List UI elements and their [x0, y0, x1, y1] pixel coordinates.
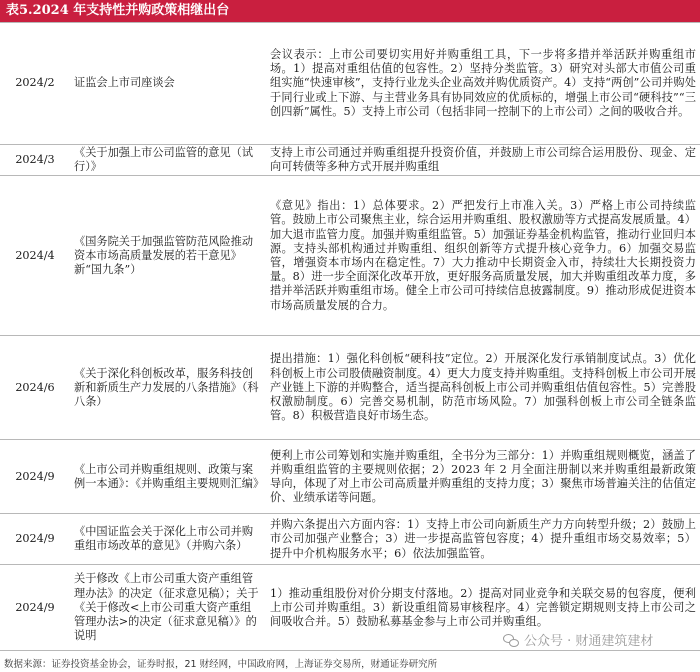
source-note: 数据来源：证券投资基金协会，证券时报，21 财经网，中国政府网，上海证券交易所，财通证券研究所 — [4, 659, 438, 670]
row-content: 《意见》指出：1）总体要求。2）严把发行上市准入关。3）严格上市公司持续监管。鼓励上市公司聚焦主业，综合运用并购重组、股权激励等方式提高发展质量。4）加大退市监管力度。加强并购重组监管。5）加强证券基金机构监管，推动行业回归本源。支持头部机构通过并购重组、组织创新等方式提升核心竞争力。6）加强交易监管，增强资本市场内在稳定性。7）大力推动中长期资金入市，持续壮大长期投资力量。8）进一步全面深化改革开放，更好服务高质量发展，加大并购重组改革力度，多措并举活跃并购重组市场。健全上市公司可持续信息披露制度。9）推动形成促进资本市场高质量发展的合力。 — [266, 176, 700, 336]
row-content: 会议表示：上市公司要切实用好并购重组工具，下一步将多措并举活跃并购重组市场。1）提高对重组估值的包容性。2）坚持分类监管。3）研究对头部大市值公司重组实施“快速审核”，支持行业龙头企业高效并购优质资产。4）支持“两创”公司并购处于同行业或上下游、与主营业务具有协同效应的优质标的，增强上市公司“硬科技”“三创四新”属性。5）支持上市公司（包括非同一控制下的上市公司）之间的吸收合并。 — [266, 23, 700, 145]
table-row — [0, 145, 700, 176]
row-content: 1）推动重组股份对价分期支付落地。2）提高对同业竞争和关联交易的包容度，便利上市公司并购重组。3）新设重组简易审核程序。4）完善锁定期规则支持上市公司之间吸收合并。5）鼓励私募基金参与上市公司并购重组。 — [266, 565, 700, 651]
row-date: 2024/9 — [0, 565, 70, 651]
row-document: 证监会上市司座谈会 — [70, 23, 266, 145]
table-title: 表5.2024 年支持性并购政策相继出台 — [0, 0, 700, 22]
row-date: 2024/3 — [0, 145, 70, 176]
row-document: 《中国证监会关于深化上市公司并购重组市场改革的意见》（并购六条） — [70, 514, 266, 565]
row-document: 《国务院关于加强监管防范风险推动资本市场高质量发展的若干意见》新“国九条”） — [70, 176, 266, 336]
row-document: 《上市公司并购重组规则、政策与案例一本通》：《并购重组主要规则汇编》 — [70, 440, 266, 514]
row-date: 2024/9 — [0, 440, 70, 514]
policy-table — [0, 22, 700, 651]
table-row — [0, 440, 700, 514]
row-content: 并购六条提出六方面内容：1）支持上市公司向新质生产力方向转型升级；2）鼓励上市公司加强产业整合；3）进一步提高监管包容度；4）提升重组市场交易效率；5）提升中介机构服务水平；6）依法加强监管。 — [266, 514, 700, 565]
row-content: 支持上市公司通过并购重组提升投资价值，并鼓励上市公司综合运用股份、现金、定向可转债等多种方式开展并购重组 — [266, 145, 700, 176]
watermark — [503, 630, 653, 649]
row-date: 2024/9 — [0, 514, 70, 565]
row-content: 便利上市公司筹划和实施并购重组，全书分为三部分：1）并购重组规则概览，涵盖了并购重组监管的主要规则依据；2）2023 年 2 月全面注册制以来并购重组最新政策导向，体现了对上市公司高质量并购重组的支持力度；3）聚焦市场普遍关注的估值定价、业绩承诺等问题。 — [266, 440, 700, 514]
row-date: 2024/4 — [0, 176, 70, 336]
row-content: 提出措施：1）强化科创板“硬科技”定位。2）开展深化发行承销制度试点。3）优化科创板上市公司股债融资制度。4）更大力度支持并购重组。支持科创板上市公司开展产业链上下游的并购整合，适当提高科创板上市公司并购重组估值包容性。5）完善股权激励制度。6）完善交易机制，防范市场风险。7）加强科创板上市公司全链条监管。8）积极营造良好市场生态。 — [266, 336, 700, 440]
row-document: 《关于加强上市公司监管的意见（试行）》 — [70, 145, 266, 176]
wechat-icon — [503, 633, 519, 647]
table-row — [0, 176, 700, 336]
row-document: 《关于深化科创板改革，服务科技创新和新质生产力发展的八条措施》（科八条） — [70, 336, 266, 440]
row-date: 2024/6 — [0, 336, 70, 440]
row-document: 关于修改《上市公司重大资产重组管理办法》的决定（征求意见稿）；关于《关于修改<上市公司重大资产重组管理办法>的决定（征求意见稿）》的说明 — [70, 565, 266, 651]
watermark-text: 公众号 · 财通建筑建材 — [524, 634, 654, 649]
table-row — [0, 23, 700, 145]
row-date: 2024/2 — [0, 23, 70, 145]
table-row — [0, 514, 700, 565]
table-row — [0, 336, 700, 440]
